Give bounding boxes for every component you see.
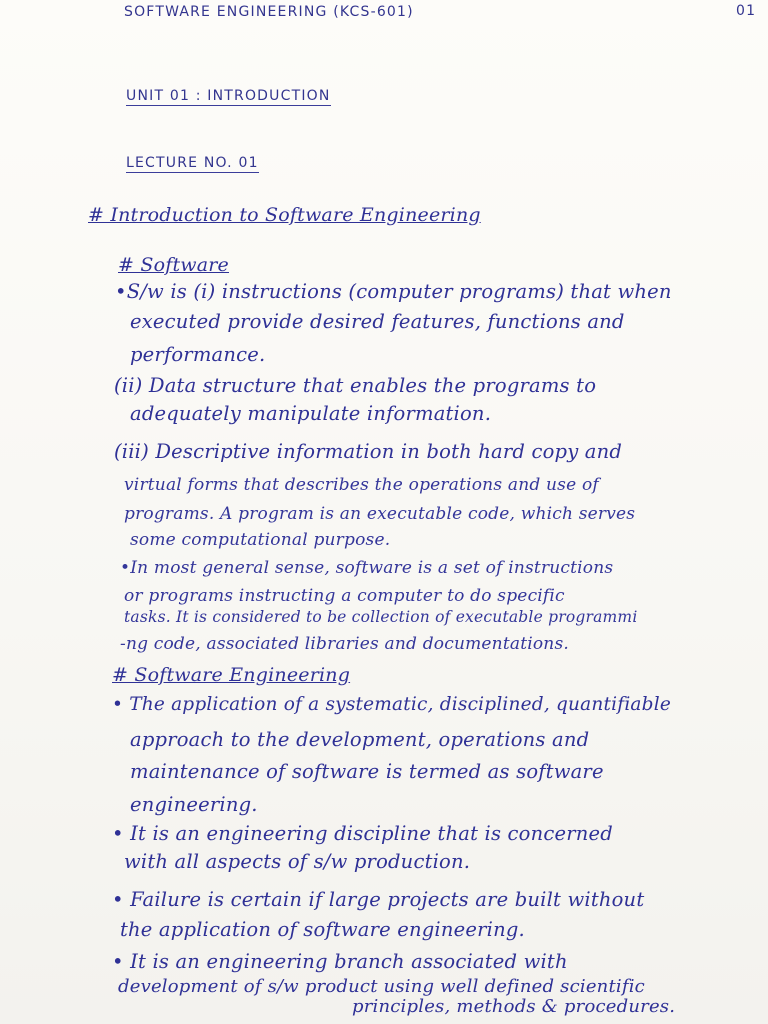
se-line: the application of software engineering.: [120, 918, 525, 941]
se-line: development of s/w product using well defined scientific: [118, 976, 645, 997]
page-number: 01: [736, 3, 757, 19]
main-heading: # Introduction to Software Engineering: [88, 204, 481, 226]
se-line: • The application of a systematic, disciplined, quantifiable: [112, 694, 671, 715]
software-line: performance.: [130, 343, 266, 366]
software-line: executed provide desired features, functions and: [130, 310, 625, 333]
software-engineering-heading: # Software Engineering: [112, 664, 351, 686]
software-line: -ng code, associated libraries and documentations.: [120, 634, 569, 654]
se-line: engineering.: [130, 793, 258, 816]
se-line: • It is an engineering branch associated with: [112, 950, 568, 973]
software-heading: # Software: [118, 254, 229, 276]
software-line: adequately manipulate information.: [130, 402, 492, 425]
software-line: (iii) Descriptive information in both hard copy and: [114, 440, 623, 463]
software-line: virtual forms that describes the operations and use of: [124, 475, 599, 495]
software-line: •S/w is (i) instructions (computer programs) that when: [115, 280, 672, 303]
se-line: maintenance of software is termed as software: [130, 760, 604, 783]
software-line: •In most general sense, software is a set of instructions: [120, 558, 614, 578]
se-line: • It is an engineering discipline that is concerned: [112, 822, 613, 845]
se-line: with all aspects of s/w production.: [124, 850, 471, 873]
se-line: • Failure is certain if large projects are built without: [112, 888, 645, 911]
software-line: tasks. It is considered to be collection of executable programmi: [124, 608, 638, 626]
software-line: programs. A program is an executable code, which serves: [124, 504, 636, 524]
software-line: (ii) Data structure that enables the programs to: [114, 374, 597, 397]
software-line: or programs instructing a computer to do specific: [124, 586, 565, 606]
course-title: SOFTWARE ENGINEERING (KCS-601): [124, 4, 414, 20]
se-line: approach to the development, operations and: [130, 728, 590, 751]
se-line: principles, methods & procedures.: [352, 996, 676, 1017]
lecture-title: LECTURE NO. 01: [126, 155, 259, 171]
unit-title: UNIT 01 : INTRODUCTION: [126, 88, 331, 104]
software-line: some computational purpose.: [130, 530, 391, 550]
